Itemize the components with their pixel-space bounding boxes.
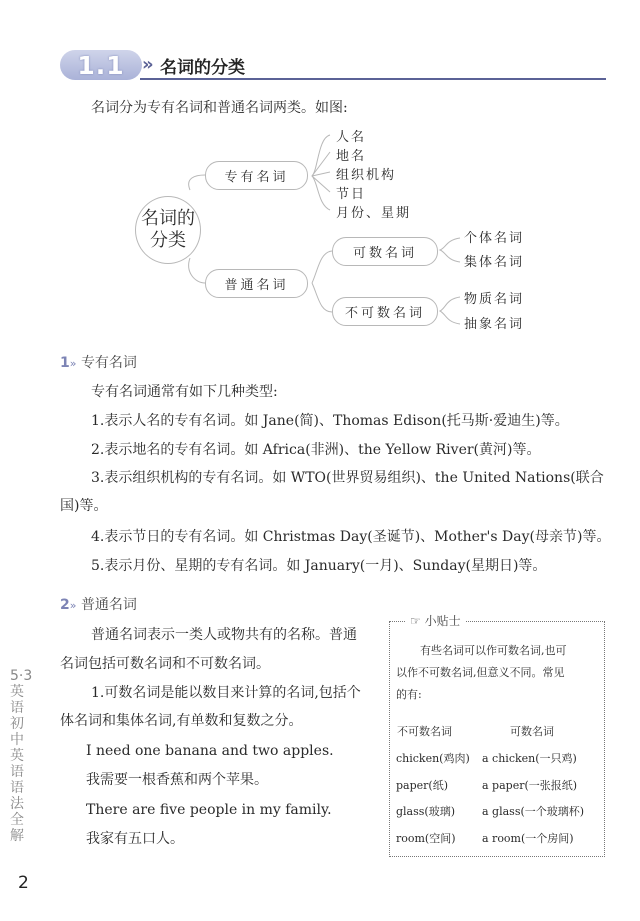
tip-text-line: 以作不可数名词,但意义不同。常见 [396, 666, 565, 679]
proper-noun-leaves [336, 128, 411, 223]
tip-text-line: 的有: [396, 688, 422, 701]
diagram-root-line1: 名词的 [141, 208, 195, 229]
common-noun-node: 普通名词 [205, 269, 308, 298]
leaf-item: 地名 [336, 149, 367, 164]
diagram-root [135, 196, 201, 264]
countable-noun-node: 可数名词 [332, 237, 438, 266]
page-title: 名词的分类 [160, 58, 245, 78]
leaf-item: 个体名词 [464, 231, 525, 246]
countable-leaves [464, 227, 524, 275]
example-sentence: I need one banana and two apples. [86, 743, 334, 759]
list-item: 2.表示地名的专有名词。如 Africa(非洲)、the Yellow River(黄河)等。 [91, 442, 541, 458]
hand-icon: ☞ [410, 614, 421, 628]
tip-row-right: a glass(一个玻璃杯) [482, 805, 585, 818]
section2-title: 普通名词 [80, 597, 137, 613]
tip-row-right: a chicken(一只鸡) [482, 752, 577, 765]
chevron-icon: » [69, 599, 77, 612]
list-item: 3.表示组织机构的专有名词。如 WTO(世界贸易组织)、the United Nations(联合 [91, 470, 604, 486]
diagram-root-line2: 分类 [150, 230, 186, 251]
uncountable-leaves [464, 287, 524, 337]
tip-row-right: a room(一个房间) [482, 832, 574, 845]
chevron-icon: » [69, 357, 77, 370]
example-sentence: There are five people in my family. [86, 802, 332, 818]
tip-row-right: a paper(一张报纸) [482, 779, 578, 792]
uncountable-noun-node: 不可数名词 [332, 297, 438, 326]
book-side-label: 5·3英语 初中英语语法全解 [10, 668, 33, 844]
list-item: 4.表示节日的专有名词。如 Christmas Day(圣诞节)、Mother's Day(母亲节)等。 [91, 529, 611, 545]
tip-title: 小贴士 [424, 614, 461, 628]
section1-heading [60, 352, 137, 372]
tip-col-countable: 可数名词 [510, 725, 554, 738]
leaf-item: 月份、星期 [336, 206, 412, 221]
list-item: 国)等。 [60, 498, 108, 514]
example-translation: 我家有五口人。 [86, 831, 184, 847]
list-item: 5.表示月份、星期的专有名词。如 January(一月)、Sunday(星期日)等。 [91, 558, 547, 574]
leaf-item: 人名 [336, 130, 367, 145]
list-item: 1.表示人名的专有名词。如 Jane(简)、Thomas Edison(托马斯·爱迪生)等。 [91, 413, 569, 429]
leaf-item: 物质名词 [464, 292, 525, 307]
tip-heading [406, 612, 465, 629]
tip-row-left: glass(玻璃) [396, 805, 455, 818]
section1-intro: 专有名词通常有如下几种类型: [91, 384, 278, 400]
page-number: 2 [18, 873, 29, 893]
chevron-icon: » [142, 54, 154, 75]
section2-line: 普通名词表示一类人或物共有的名称。普通 [91, 627, 357, 643]
tip-text-line: 有些名词可以作可数名词,也可 [420, 644, 567, 657]
section2-line: 体名词和集体名词,有单数和复数之分。 [60, 713, 303, 729]
section2-line: 名词包括可数名词和不可数名词。 [60, 656, 270, 672]
tip-row-left: paper(纸) [396, 779, 448, 792]
proper-noun-node: 专有名词 [205, 161, 308, 190]
section1-number: 1 [60, 355, 70, 371]
section2-number: 2 [60, 597, 70, 613]
tip-row-left: room(空间) [396, 832, 456, 845]
leaf-item: 节日 [336, 187, 367, 202]
leaf-item: 集体名词 [464, 255, 525, 270]
example-translation: 我需要一根香蕉和两个苹果。 [86, 772, 268, 788]
section1-title: 专有名词 [80, 355, 137, 371]
tip-row-left: chicken(鸡肉) [396, 752, 470, 765]
section2-heading [60, 594, 137, 614]
classification-connectors [0, 0, 640, 340]
leaf-item: 抽象名词 [464, 317, 525, 332]
section2-line: 1.可数名词是能以数目来计算的名词,包括个 [91, 685, 361, 701]
intro-text: 名词分为专有名词和普通名词两类。如图: [91, 100, 348, 116]
leaf-item: 组织机构 [336, 168, 397, 183]
section-number-badge: 1.1 [60, 50, 142, 80]
tip-col-uncountable: 不可数名词 [397, 725, 452, 738]
